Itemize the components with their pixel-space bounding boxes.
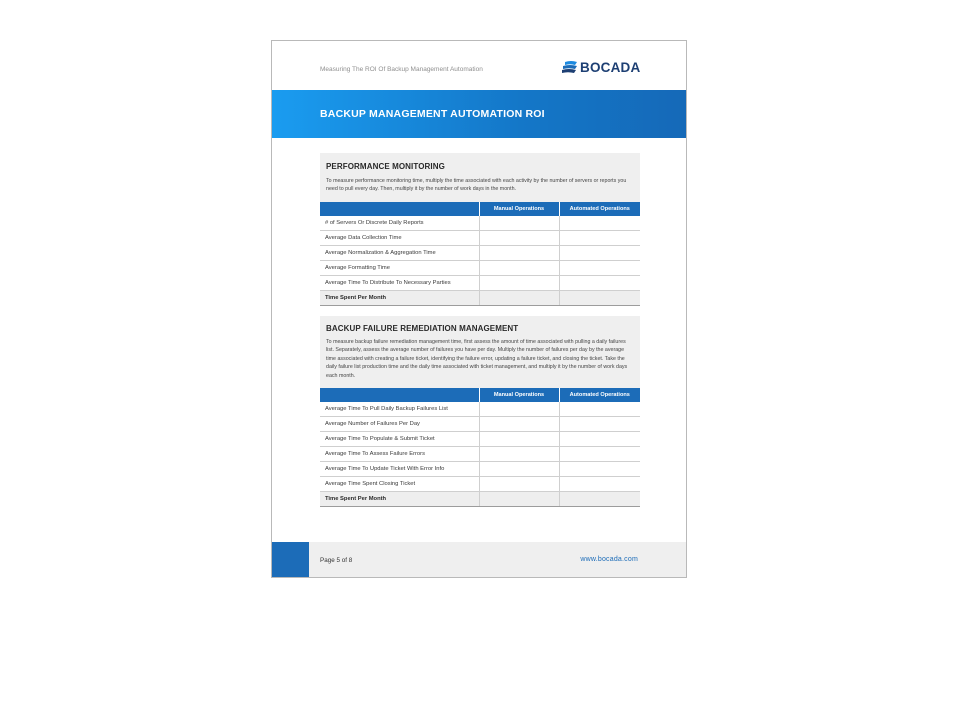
section-description: To measure performance monitoring time, multiply the time associated with each activity by the number of servers or reports you need to pull every day. Then, multiply it by the number of work days in the month. [326, 178, 627, 193]
table-row [320, 417, 640, 432]
column-header-activity [320, 388, 479, 402]
table-row [320, 276, 640, 291]
row-label: Average Time To Populate & Submit Ticket [320, 432, 479, 447]
table-row [320, 246, 640, 261]
row-label: Average Time To Update Ticket With Error Info [320, 462, 479, 477]
document-header [272, 41, 686, 91]
automated-cell[interactable] [559, 432, 640, 447]
manual-cell[interactable] [479, 246, 559, 261]
row-label: Average Time To Pull Daily Backup Failures List [320, 402, 479, 417]
table-row [320, 231, 640, 246]
manual-cell[interactable] [479, 417, 559, 432]
table-row [320, 477, 640, 492]
table-row [320, 216, 640, 231]
row-label: Average Normalization & Aggregation Time [320, 246, 479, 261]
row-label: Average Formatting Time [320, 261, 479, 276]
document-page [271, 40, 687, 578]
row-label: Average Number of Failures Per Day [320, 417, 479, 432]
column-header-automated: Automated Operations [559, 388, 640, 402]
automated-cell[interactable] [559, 276, 640, 291]
table-row [320, 432, 640, 447]
row-label: Average Data Collection Time [320, 231, 479, 246]
manual-total-cell[interactable] [479, 291, 559, 306]
bocada-logo-icon [562, 60, 578, 74]
footer-accent-block [272, 542, 309, 578]
automated-cell[interactable] [559, 477, 640, 492]
automated-cell[interactable] [559, 462, 640, 477]
website-link[interactable]: www.bocada.com [580, 556, 638, 563]
manual-cell[interactable] [479, 477, 559, 492]
total-row [320, 492, 640, 507]
automated-cell[interactable] [559, 246, 640, 261]
page-number: Page 5 of 8 [320, 557, 353, 564]
table-header-row [320, 388, 640, 402]
table-row [320, 462, 640, 477]
banner-title: BACKUP MANAGEMENT AUTOMATION ROI [320, 108, 545, 120]
table-row [320, 261, 640, 276]
automated-cell[interactable] [559, 216, 640, 231]
performance-table [320, 202, 640, 306]
automated-cell[interactable] [559, 261, 640, 276]
row-label: Average Time To Distribute To Necessary Parties [320, 276, 479, 291]
automated-cell[interactable] [559, 402, 640, 417]
bocada-logo [562, 57, 640, 77]
manual-cell[interactable] [479, 261, 559, 276]
manual-cell[interactable] [479, 432, 559, 447]
automated-total-cell[interactable] [559, 291, 640, 306]
column-header-automated: Automated Operations [559, 202, 640, 216]
column-header-activity [320, 202, 479, 216]
table-header-row [320, 202, 640, 216]
row-label: Average Time To Assess Failure Errors [320, 447, 479, 462]
column-header-manual: Manual Operations [479, 388, 559, 402]
manual-cell[interactable] [479, 231, 559, 246]
remediation-section [320, 316, 640, 506]
remediation-table [320, 388, 640, 507]
total-label: Time Spent Per Month [320, 291, 479, 306]
manual-total-cell[interactable] [479, 492, 559, 507]
document-footer [272, 542, 686, 578]
table-row [320, 447, 640, 462]
manual-cell[interactable] [479, 402, 559, 417]
automated-cell[interactable] [559, 231, 640, 246]
row-label: # of Servers Or Discrete Daily Reports [320, 216, 479, 231]
section-title: PERFORMANCE MONITORING [326, 162, 445, 171]
manual-cell[interactable] [479, 216, 559, 231]
section-title: BACKUP FAILURE REMEDIATION MANAGEMENT [326, 324, 519, 333]
automated-cell[interactable] [559, 417, 640, 432]
manual-cell[interactable] [479, 447, 559, 462]
title-banner [272, 90, 686, 138]
column-header-manual: Manual Operations [479, 202, 559, 216]
performance-monitoring-section [320, 153, 640, 305]
manual-cell[interactable] [479, 462, 559, 477]
automated-total-cell[interactable] [559, 492, 640, 507]
automated-cell[interactable] [559, 447, 640, 462]
row-label: Average Time Spent Closing Ticket [320, 477, 479, 492]
total-row [320, 291, 640, 306]
table-row [320, 402, 640, 417]
logo-wordmark: BOCADA [580, 59, 641, 75]
document-subtitle: Measuring The ROI Of Backup Management Automation [320, 66, 483, 73]
total-label: Time Spent Per Month [320, 492, 479, 507]
manual-cell[interactable] [479, 276, 559, 291]
section-description: To measure backup failure remediation management time, first assess the amount of time associated with pulling a daily failures list. Separately, assess the average number of failures you have per day. Multiply the number of failures per day by the average time associated with creating a failure ticket, identifying the failure error, updating a failure ticket, and closing the ticket. Take the daily failure list production time and the daily time associated with ticket management, and multiply it by the number of work days each month. [326, 339, 628, 379]
